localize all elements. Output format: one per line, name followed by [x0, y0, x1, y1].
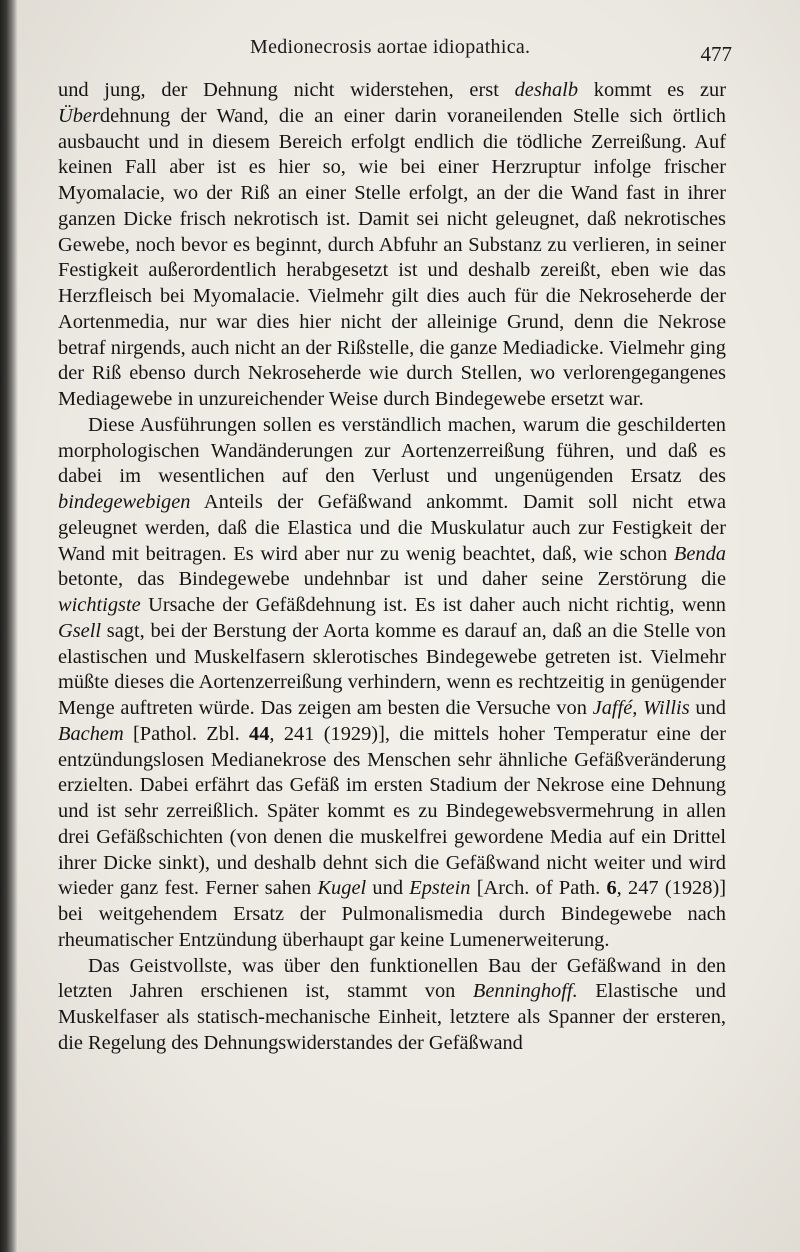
running-title: Medionecrosis aortae idiopathica. [250, 36, 531, 58]
text-segment: und [689, 697, 727, 719]
text-segment: Gsell [58, 619, 102, 642]
text-segment: 44 [249, 722, 270, 745]
text-segment: Ursache der Gefäßdehnung ist. Es ist daher auch nicht richtig, wenn [140, 594, 726, 616]
body-text [58, 78, 726, 1057]
text-segment: Epstein [409, 877, 471, 900]
running-head [60, 36, 740, 66]
text-segment: Elastische und Muskelfaser als statisch-mechanische Einheit, letztere als Spanner der ersteren, die Regelung des Dehnungswiderstandes der Gefäßwand [58, 980, 726, 1054]
text-segment: Benda [673, 542, 726, 565]
page-number: 477 [700, 42, 732, 66]
text-segment: Jaffé, Willis [592, 697, 690, 719]
text-segment: , 241 (1929)], die mittels hoher Temperatur eine der entzündungslosen Medianekrose des Menschen sehr ähnliche Gefäßveränderung erzielten. Dabei erfährt das Gefäß im ersten Stadium der Nekrose eine Dehnung und ist sehr zerreißlich. Später kommt es zu Bindegewebsvermehrung in allen drei Gefäßschichten (von denen die muskelfrei gewordene Media auf ein Drittel ihrer Dicke sinkt), und deshalb dehnt sich die Gefäßwand nicht weiter und wird wieder ganz fest. Ferner sahen [58, 722, 726, 900]
text-segment: dehnung der Wand, die an einer darin voraneilenden Stelle sich örtlich ausbaucht und in diesem Bereich erfolgt endlich die tödliche Zerreißung. Auf keinen Fall aber ist es hier so, wie bei einer Herzruptur infolge frischer Myomalacie, wo der Riß an einer Stelle erfolgt, an der die Wand fast in ihrer ganzen Dicke frisch nekrotisch ist. Damit sei nicht geleugnet, daß nekrotisches Gewebe, noch bevor es beginnt, durch Abfuhr an Substanz zu verlieren, in seiner Festigkeit außerordentlich herabgesetzt ist und deshalb zereißt, eben wie das Herzfleisch bei Myomalacie. Vielmehr gilt dies auch für die Nekroseherde der Aortenmedia, nur war dies hier nicht der alleinige Grund, denn die Nekrose betraf nirgends, auch nicht an der Rißstelle, die ganze Mediadicke. Vielmehr ging der Riß ebenso durch Nekroseherde wie durch Stellen, wo verlorengegangenes Mediagewebe in unzureichender Weise durch Bindegewebe ersetzt war. [58, 104, 726, 410]
text-segment: [Pathol. Zbl. [123, 722, 250, 745]
text-segment: , 247 (1928)] bei weitgehendem Ersatz der Pulmonalismedia durch Bindegewebe nach rheumatischer Entzündung überhaupt gar keine Lumenerweiterung. [58, 877, 727, 951]
text-segment: und [366, 877, 410, 900]
text-segment: sagt, bei der Berstung der Aorta komme es darauf an, daß an die Stelle von elastischen und Muskelfasern sklerotisches Bindegewebe getreten ist. Vielmehr müßte dieses die Aortenzerreißung verhindern, wenn es rechtzeitig in genügender Menge auftreten würde. Das zeigen am besten die Versuche von [58, 619, 726, 719]
paragraph-1 [58, 78, 726, 413]
paragraph-2 [58, 413, 726, 954]
text-segment: Über [58, 104, 100, 127]
text-segment: Kugel [317, 877, 367, 900]
text-segment: 6 [606, 877, 617, 900]
text-segment: bindegewebigen [58, 491, 191, 513]
text-segment: Anteils der Gefäßwand ankommt. Damit soll nicht etwa geleugnet werden, daß die Elastica und die Muskulatur auch zur Festigkeit der Wand mit beitragen. Es wird aber nur zu wenig beachtet, daß, wie schon [58, 491, 726, 565]
text-segment: deshalb [514, 79, 579, 101]
text-segment: Benninghoff. [472, 980, 578, 1003]
text-segment: kommt es zur [578, 79, 726, 101]
text-segment: und jung, der Dehnung nicht widerstehen, erst [58, 79, 515, 101]
book-gutter-shadow [0, 0, 18, 1252]
text-segment: [Arch. of Path. [470, 877, 607, 900]
text-segment: betonte, das Bindegewebe undehnbar ist und daher seine Zerstörung die [58, 568, 726, 591]
text-segment: Das Geistvollste, was über den funktionellen Bau der Gefäßwand in den letzten Jahren erschienen ist, stammt von [58, 954, 726, 1003]
text-segment: wichtigste [58, 594, 141, 616]
text-segment: Bachem [58, 722, 124, 745]
text-segment: Diese Ausführungen sollen es verständlich machen, warum die geschilderten morphologischen Wandänderungen zur Aortenzerreißung führen, und daß es dabei im wesentlichen auf den Verlust und ungenügenden Ersatz des [58, 413, 726, 488]
paragraph-3 [58, 954, 726, 1057]
